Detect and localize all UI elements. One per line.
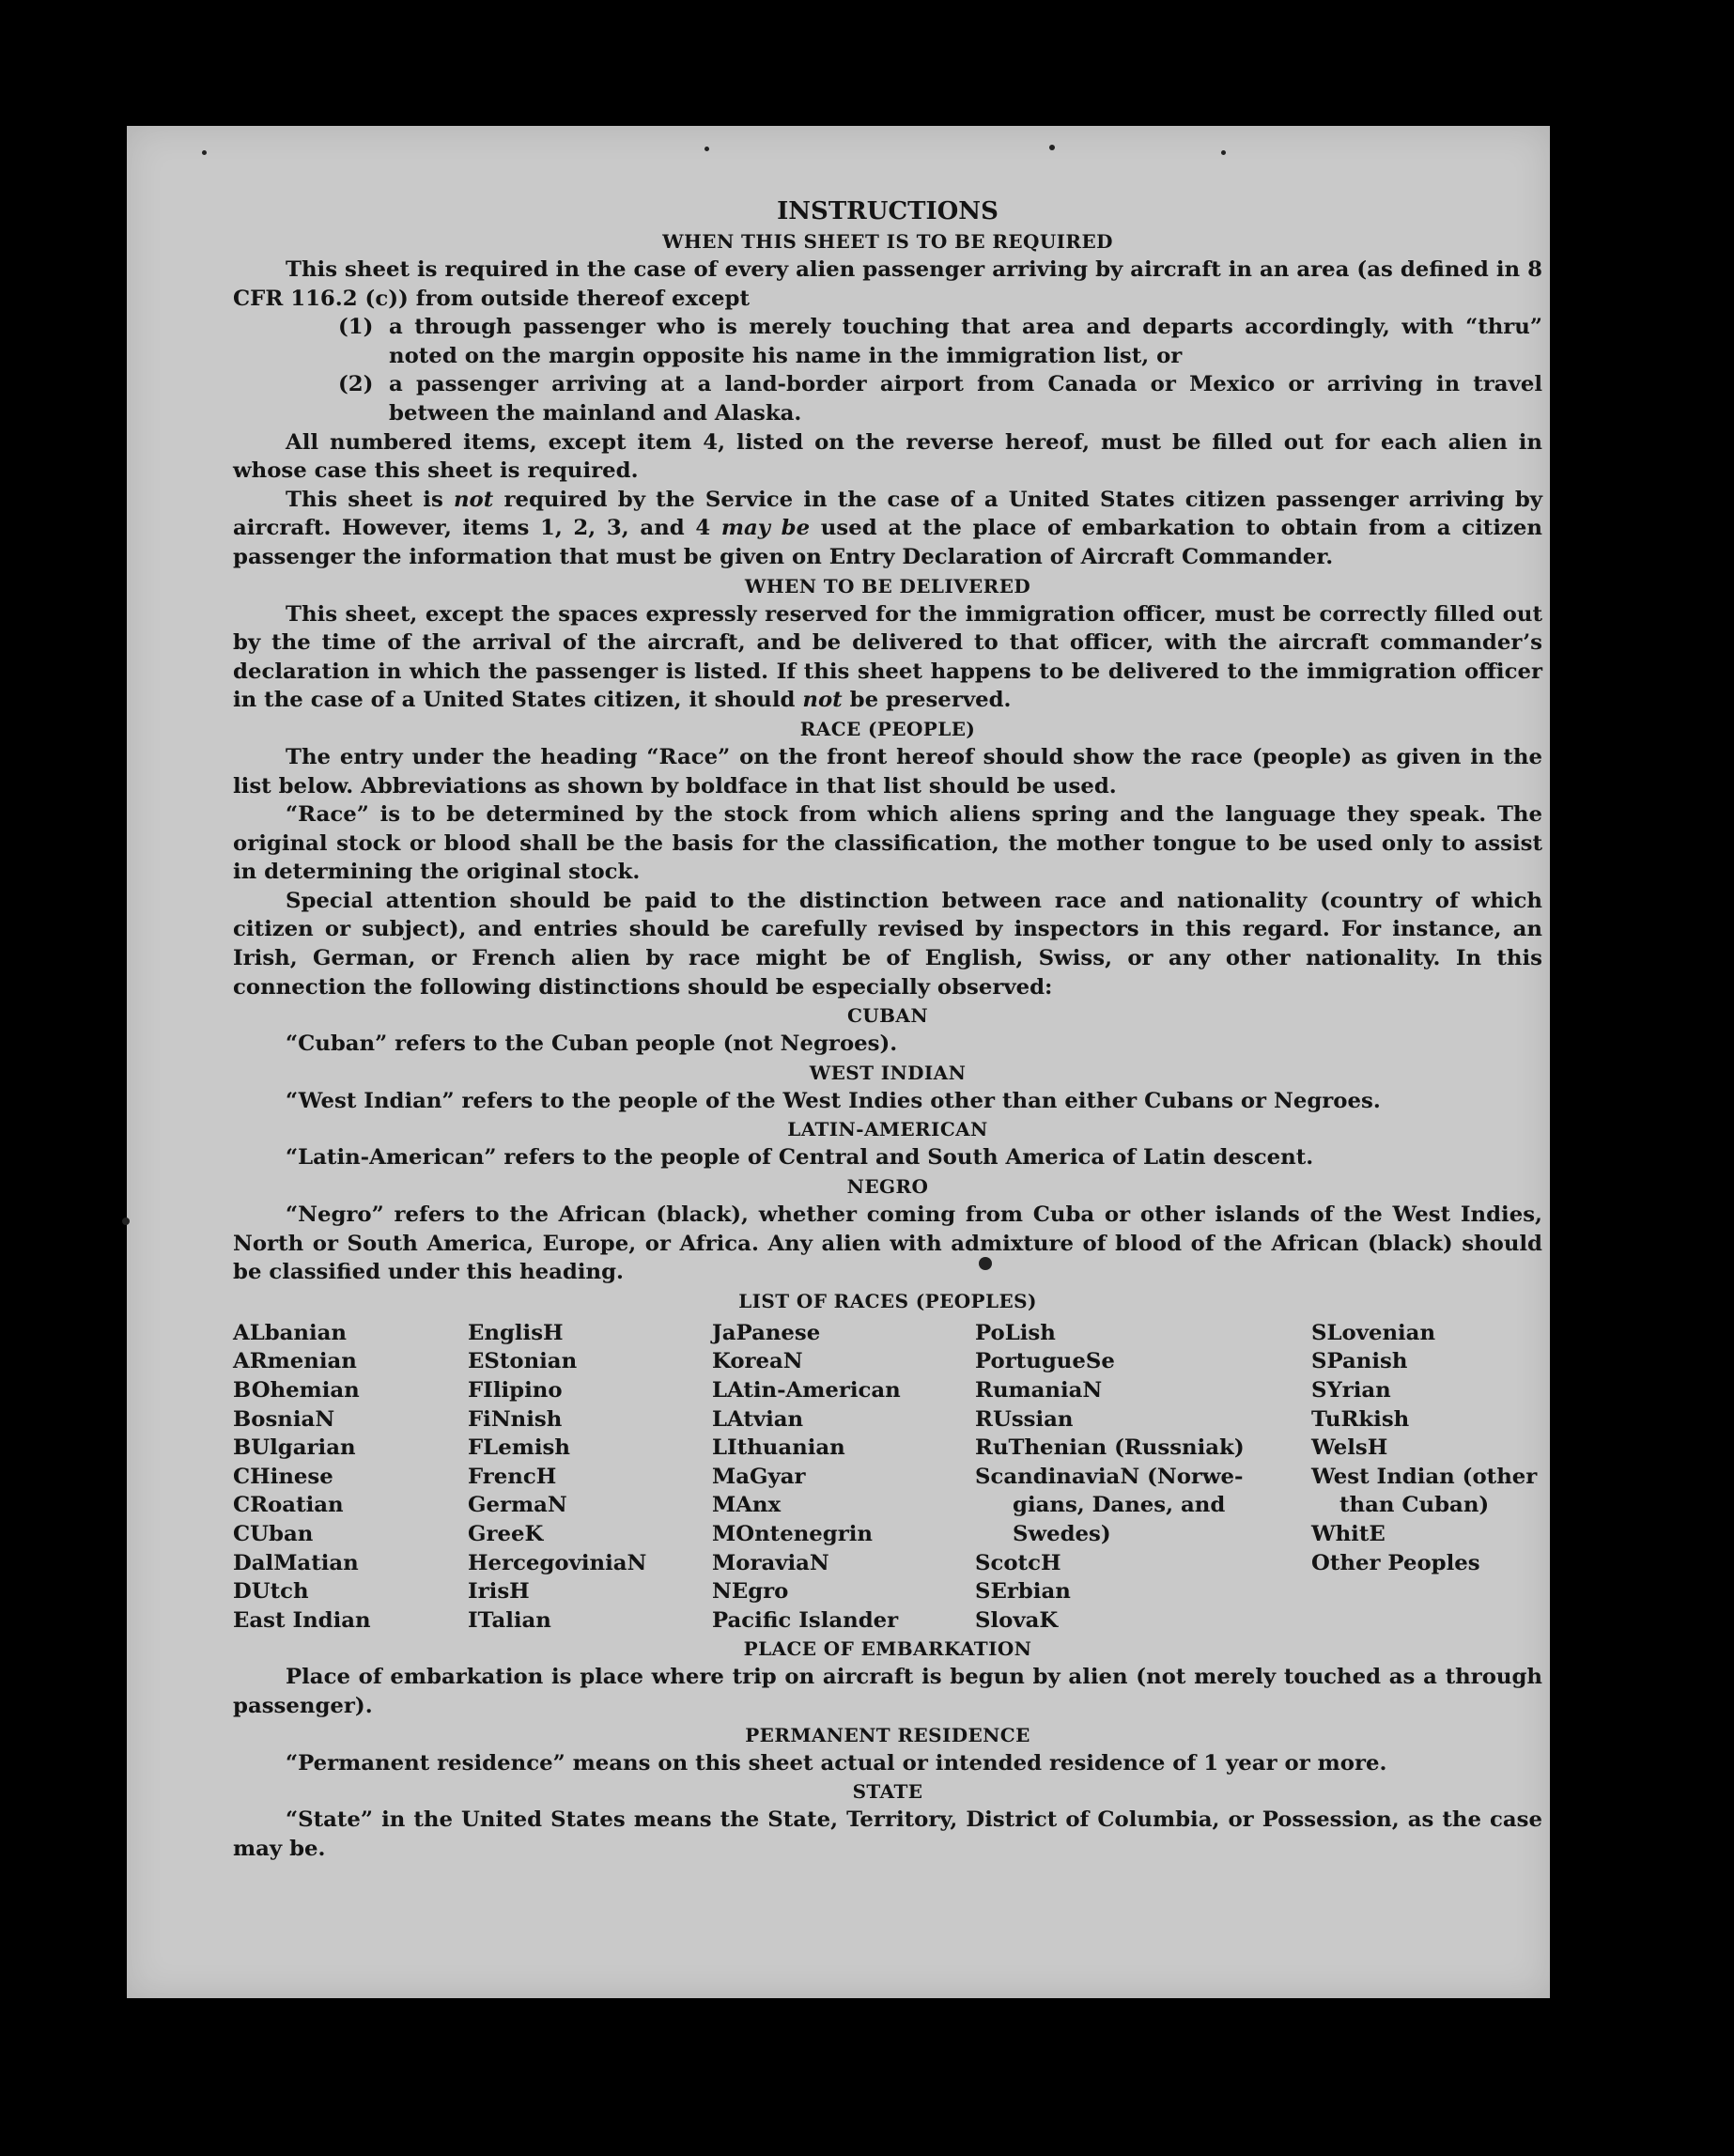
heading-race: RACE (PEOPLE) <box>799 717 976 740</box>
race-entry: SLovenian <box>1311 1320 1436 1345</box>
race-entry: RuThenian (Russniak) <box>975 1435 1245 1461</box>
delivered-paragraph: This sheet, except the spaces expressly reserved for the immigration officer, must be correctly filled out by the time of the arrival of the aircraft, and be delivered to that officer, with the aircraft commander’s declaration in which the passenger is listed. If this sheet happens to be delivered to the immigration officer in the case of a United States citizen, it should not be preserved. <box>233 601 1542 713</box>
race-entry: PoLish <box>975 1320 1056 1345</box>
heading-latin-american: LATIN-AMERICAN <box>787 1118 988 1141</box>
race-entry: MaGyar <box>712 1464 806 1489</box>
races-column-1 <box>233 1319 468 1636</box>
heading-list-of-races: LIST OF RACES (PEOPLES) <box>738 1289 1037 1312</box>
race-entry: EnglisH <box>468 1320 564 1345</box>
race-entry: ITalian <box>468 1607 551 1633</box>
races-column-3 <box>712 1319 975 1636</box>
race-entry: ScandinaviaN (Norwe- <box>975 1464 1244 1489</box>
race-entry-continued: Swedes) <box>1013 1521 1111 1546</box>
race-entry: EStonian <box>468 1349 578 1374</box>
race-entry: RumaniaN <box>975 1378 1103 1403</box>
race-entry: DalMatian <box>233 1550 359 1575</box>
race-entry: SPanish <box>1311 1349 1408 1374</box>
race-entry: PortugueSe <box>975 1349 1115 1374</box>
race-entry-continued: gians, Danes, and <box>1013 1493 1226 1518</box>
heading-embarkation: PLACE OF EMBARKATION <box>743 1637 1032 1661</box>
race-entry: MoraviaN <box>712 1550 829 1575</box>
exception-number: (1) <box>338 315 374 340</box>
race-entry: SErbian <box>975 1579 1071 1605</box>
races-list <box>233 1319 1542 1636</box>
race-entry: GreeK <box>468 1521 544 1546</box>
race-entry: ScotcH <box>975 1550 1061 1575</box>
race-entry: FIlipino <box>468 1378 563 1403</box>
west-indian-definition: “West Indian” refers to the people of the West Indies other than either Cubans or Negroes. <box>286 1088 1381 1113</box>
races-column-4 <box>975 1319 1311 1636</box>
race-entry: Other Peoples <box>1311 1550 1480 1575</box>
race-paragraph-3: Special attention should be paid to the distinction between race and nationality (country of which citizen or subject), and entries should be carefully revised by inspectors in this regard. For instance, an Irish, German, or French alien by race might be of English, Swiss, or any other nationality. In this connection the following distinctions should be especially observed: <box>233 888 1542 1000</box>
race-entry: KoreaN <box>712 1349 803 1374</box>
race-entry: Pacific Islander <box>712 1607 899 1633</box>
race-entry: BUlgarian <box>233 1435 356 1461</box>
exception-item-1 <box>233 313 1542 370</box>
negro-definition: “Negro” refers to the African (black), whether coming from Cuba or other islands of the West Indies, North or South America, Europe, or Africa. Any alien with admixture of blood of the African (black) should be classified under this heading. <box>233 1202 1542 1285</box>
heading-negro: NEGRO <box>846 1175 929 1199</box>
citizen-paragraph: This sheet is not required by the Service in the case of a United States citizen passenger arriving by aircraft. However, items 1, 2, 3, and 4 may be used at the place of embarkation to obtain from a citizen passenger the information that must be given on Entry Declaration of Aircraft Commander. <box>233 487 1543 569</box>
exception-item-2 <box>233 370 1542 427</box>
race-entry: MAnx <box>712 1493 782 1518</box>
instruction-sheet <box>127 126 1550 1998</box>
race-entry: CHinese <box>233 1464 333 1489</box>
scan-speck <box>1221 150 1226 155</box>
when-required-intro: This sheet is required in the case of every alien passenger arriving by aircraft in an area (as defined in 8 CFR 116.2 (c)) from outside thereof except <box>233 257 1542 311</box>
race-entry: WelsH <box>1311 1435 1388 1461</box>
race-entry: ARmenian <box>233 1349 357 1374</box>
race-entry: TuRkish <box>1311 1406 1410 1432</box>
race-entry: RUssian <box>975 1406 1074 1432</box>
race-entry: LIthuanian <box>712 1435 845 1461</box>
race-entry: CUban <box>233 1521 314 1546</box>
race-entry: LAtin-American <box>712 1378 901 1403</box>
heading-when-required: WHEN THIS SHEET IS TO BE REQUIRED <box>662 230 1113 253</box>
state-definition: “State” in the United States means the State, Territory, District of Columbia, or Possession, as the case may be. <box>233 1807 1542 1861</box>
scan-speck <box>202 150 207 155</box>
race-entry: FrencH <box>468 1464 557 1489</box>
heading-permanent-residence: PERMANENT RESIDENCE <box>745 1723 1030 1746</box>
races-column-2 <box>468 1319 712 1636</box>
embarkation-definition: Place of embarkation is place where trip on aircraft is begun by alien (not merely touched as a through passenger). <box>233 1665 1542 1718</box>
race-entry: ALbanian <box>233 1320 348 1345</box>
race-entry: CRoatian <box>233 1493 344 1518</box>
page-title: INSTRUCTIONS <box>777 197 999 225</box>
race-entry: NEgro <box>712 1579 789 1605</box>
cuban-definition: “Cuban” refers to the Cuban people (not Negroes). <box>286 1031 898 1057</box>
heading-state: STATE <box>852 1780 923 1804</box>
race-entry: MOntenegrin <box>712 1521 873 1546</box>
numbered-items-paragraph: All numbered items, except item 4, listed on the reverse hereof, must be filled out for each alien in whose case this sheet is required. <box>233 429 1542 484</box>
races-column-5 <box>1311 1319 1542 1636</box>
exception-number: (2) <box>338 372 374 397</box>
heading-cuban: CUBAN <box>846 1004 929 1028</box>
race-entry: East Indian <box>233 1607 371 1633</box>
race-entry: BOhemian <box>233 1378 360 1403</box>
race-entry: FiNnish <box>468 1406 563 1432</box>
race-entry: SlovaK <box>975 1607 1059 1633</box>
heading-when-delivered: WHEN TO BE DELIVERED <box>744 574 1031 597</box>
residence-definition: “Permanent residence” means on this sheet actual or intended residence of 1 year or more. <box>286 1750 1387 1776</box>
race-entry: IrisH <box>468 1579 530 1605</box>
race-entry: West Indian (other <box>1311 1464 1538 1489</box>
race-entry: DUtch <box>233 1579 309 1605</box>
scan-speck <box>122 1218 130 1225</box>
race-entry: BosniaN <box>233 1406 335 1432</box>
race-entry-continued: than Cuban) <box>1339 1493 1490 1518</box>
scan-speck <box>1049 145 1055 150</box>
race-entry: FLemish <box>468 1435 570 1461</box>
race-paragraph-1: The entry under the heading “Race” on the front hereof should show the race (people) as given in the list below. Abbreviations as shown by boldface in that list should be used. <box>233 744 1542 799</box>
race-paragraph-2: “Race” is to be determined by the stock from which aliens spring and the language they speak. The original stock or blood shall be the basis for the classification, the mother tongue to be used only to assist in determining the original stock. <box>233 802 1542 885</box>
heading-west-indian: WEST INDIAN <box>809 1061 967 1084</box>
race-entry: LAtvian <box>712 1406 804 1432</box>
latin-american-definition: “Latin-American” refers to the people of Central and South America of Latin descent. <box>286 1145 1314 1171</box>
race-entry: GermaN <box>468 1493 567 1518</box>
exception-text: a passenger arriving at a land-border airport from Canada or Mexico or arriving in travel between the mainland and Alaska. <box>389 372 1542 426</box>
race-entry: WhitE <box>1311 1521 1386 1546</box>
instructions-body <box>233 195 1542 1863</box>
exception-text: a through passenger who is merely touching that area and departs accordingly, with “thru” noted on the margin opposite his name in the immigration list, or <box>389 315 1542 368</box>
race-entry: SYrian <box>1311 1378 1391 1403</box>
race-entry: JaPanese <box>712 1320 821 1345</box>
race-entry: HercegoviniaN <box>468 1550 647 1575</box>
scan-speck <box>704 147 709 151</box>
